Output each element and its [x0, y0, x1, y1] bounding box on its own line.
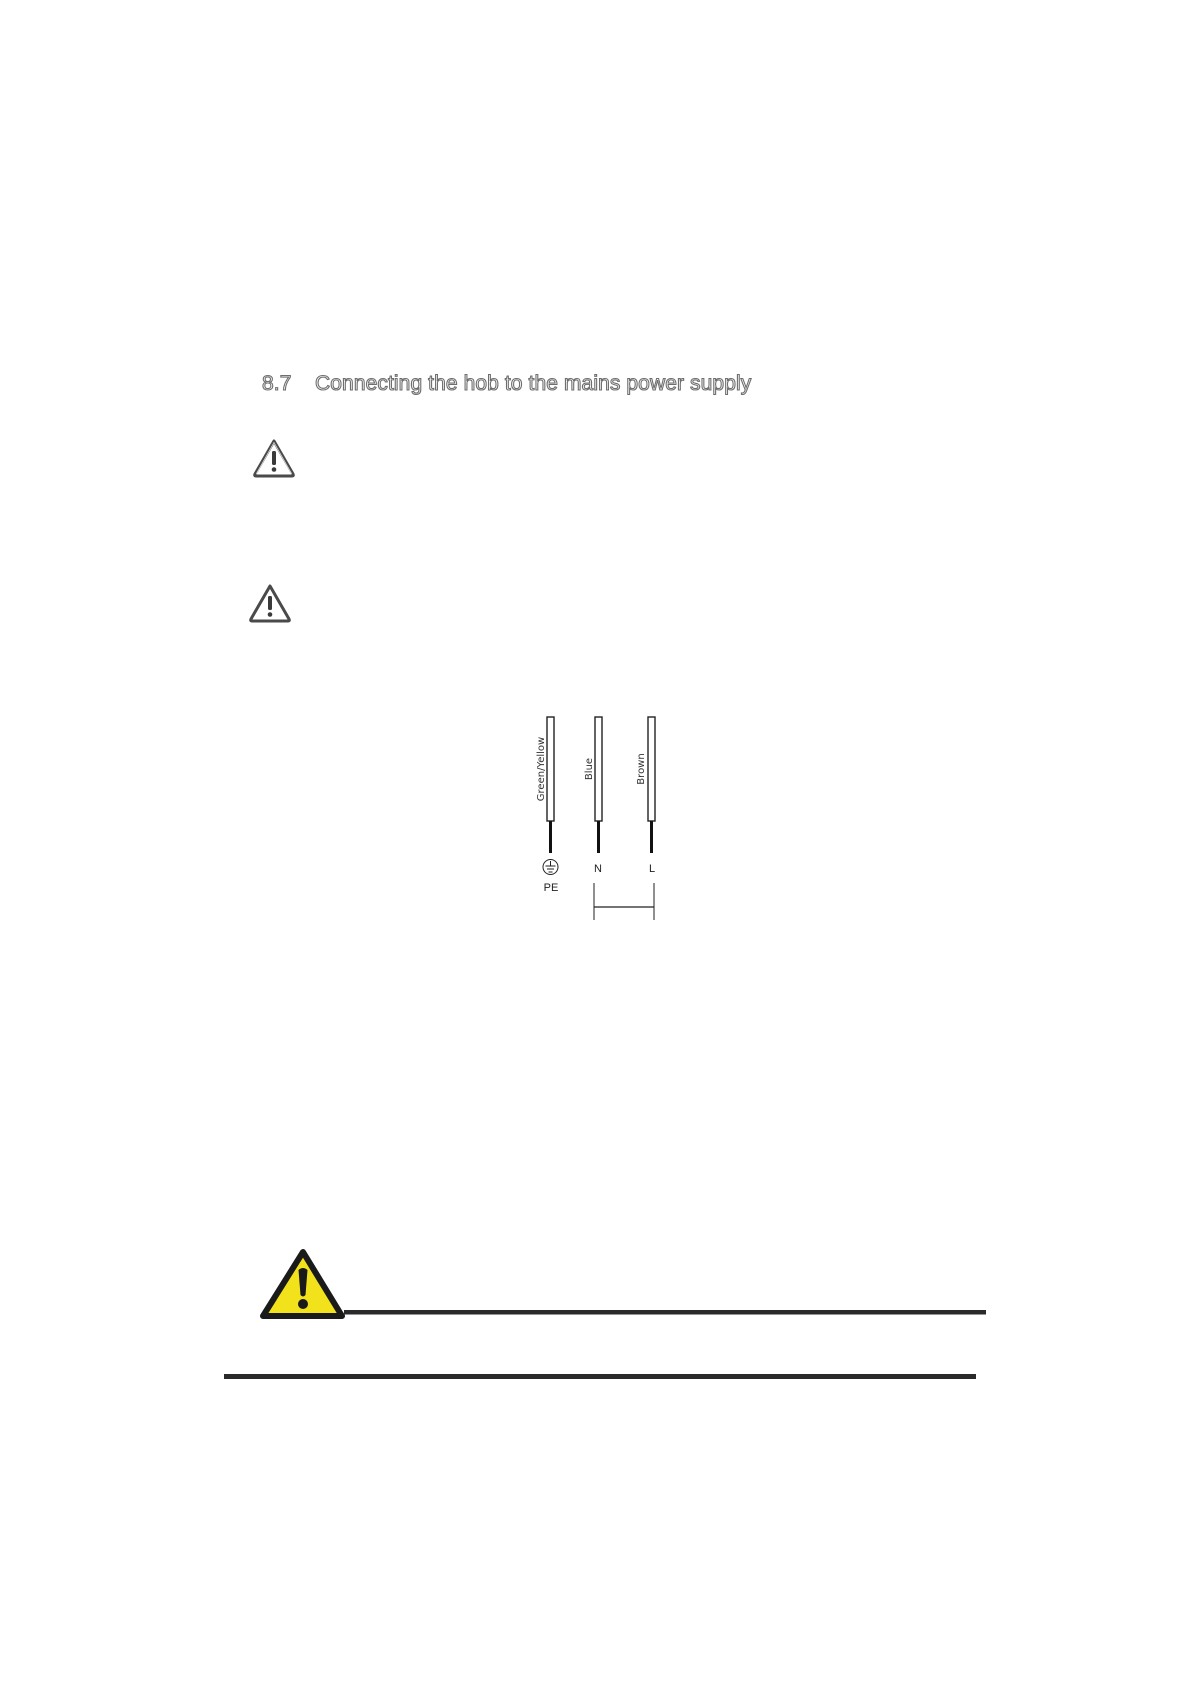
n-l-bracket — [594, 883, 654, 920]
caution-banner — [258, 1246, 988, 1320]
earth-ground-icon — [543, 860, 558, 875]
caution-rule — [344, 1310, 986, 1315]
wire-label-blue: Blue — [584, 757, 595, 781]
terminal-label-n: N — [594, 863, 602, 875]
terminal-label-pe: PE — [543, 882, 559, 894]
section-number: 8.7 — [262, 372, 292, 395]
caution-triangle-yellow-icon — [263, 1252, 342, 1316]
wire-blue — [584, 717, 602, 853]
wiring-diagram — [520, 715, 680, 925]
footer-rule — [224, 1374, 976, 1379]
section-title: Connecting the hob to the mains power supply — [315, 372, 752, 395]
wire-brown — [636, 717, 655, 853]
terminal-label-l: L — [648, 863, 656, 875]
warning-triangle-outline-icon — [252, 438, 296, 478]
wire-label-green-yellow: Green/Yellow — [536, 736, 547, 802]
warning-triangle-outline-icon — [248, 583, 292, 623]
wire-label-brown: Brown — [636, 753, 647, 785]
wire-green-yellow — [536, 717, 554, 853]
section-heading — [262, 372, 751, 396]
